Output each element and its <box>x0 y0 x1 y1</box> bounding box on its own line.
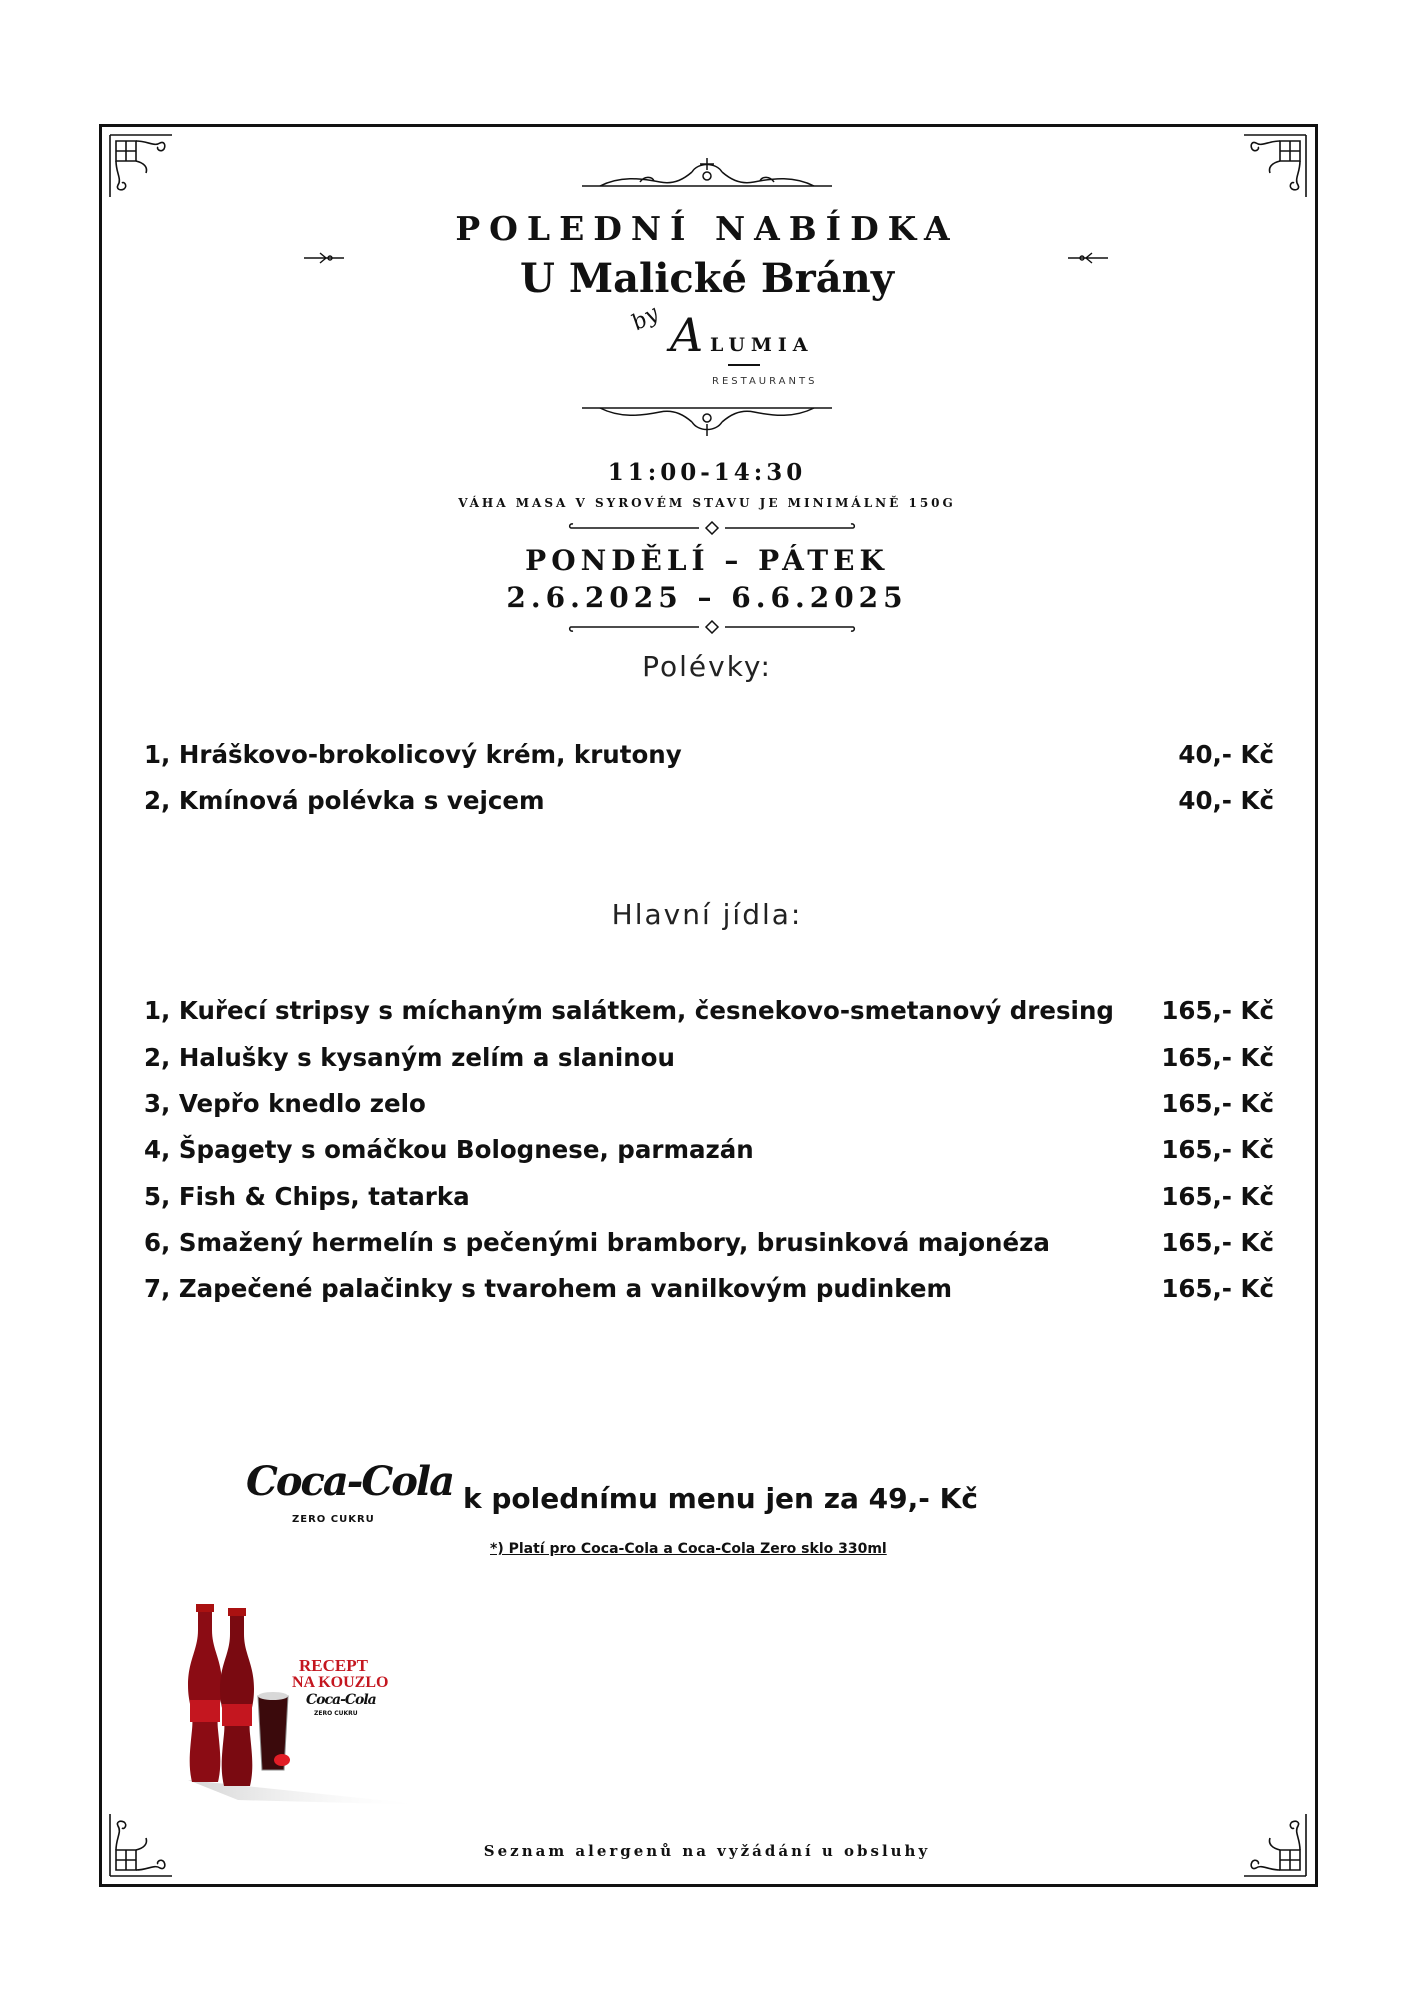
menu-title: POLEDNÍ NABÍDKA <box>455 209 959 248</box>
menu-item <box>144 1043 1274 1079</box>
item-price: 165,- Kč <box>1161 1043 1274 1072</box>
days-range: PONDĚLÍ – PÁTEK <box>525 544 889 577</box>
item-price: 165,- Kč <box>1161 1274 1274 1303</box>
menu-item <box>144 740 1274 776</box>
item-price: 40,- Kč <box>1178 786 1274 815</box>
item-name: 2, Halušky s kysaným zelím a slaninou <box>144 1043 675 1072</box>
recept-sub: ZERO CUKRU <box>314 1710 358 1717</box>
top-flourish-icon <box>580 156 834 192</box>
promo-note: *) Platí pro Coca-Cola a Coca-Cola Zero sklo 330ml <box>490 1541 887 1557</box>
item-price: 165,- Kč <box>1161 1135 1274 1164</box>
coca-cola-wordmark: Coca-Cola <box>246 1458 454 1505</box>
recept-line2: NA KOUZLO <box>292 1674 389 1691</box>
logo-divider <box>728 364 760 366</box>
menu-item <box>144 1274 1274 1310</box>
coca-cola-bottles-image <box>178 1600 438 1810</box>
coca-cola-zero-label: ZERO CUKRU <box>292 1514 375 1525</box>
logo-subtitle: RESTAURANTS <box>712 376 818 387</box>
bottom-flourish-icon <box>580 402 834 438</box>
alumia-logo <box>627 301 848 387</box>
item-price: 165,- Kč <box>1161 996 1274 1025</box>
item-name: 7, Zapečené palačinky s tvarohem a vanilkovým pudinkem <box>144 1274 952 1303</box>
meat-weight-note: VÁHA MASA V SYROVÉM STAVU JE MINIMÁLNĚ 150G <box>458 496 956 510</box>
item-name: 1, Kuřecí stripsy s míchaným salátkem, česnekovo-smetanový dresing <box>144 996 1114 1025</box>
item-price: 165,- Kč <box>1161 1228 1274 1257</box>
item-name: 4, Špagety s omáčkou Bolognese, parmazán <box>144 1135 754 1164</box>
dates-range: 2.6.2025 – 6.6.2025 <box>506 581 908 614</box>
promo-text: k polednímu menu jen za 49,- Kč <box>463 1482 978 1515</box>
item-name: 1, Hráškovo-brokolicový krém, krutony <box>144 740 682 769</box>
allergens-note: Seznam alergenů na vyžádání u obsluhy <box>483 1842 931 1860</box>
logo-by: by <box>627 301 663 336</box>
menu-item <box>144 996 1274 1032</box>
item-price: 165,- Kč <box>1161 1182 1274 1211</box>
menu-item <box>144 1228 1274 1264</box>
item-name: 3, Vepřo knedlo zelo <box>144 1089 426 1118</box>
corner-ornament-icon <box>108 133 174 199</box>
opening-hours: 11:00-14:30 <box>607 459 807 486</box>
corner-ornament-icon <box>1242 133 1308 199</box>
coca-cola-logo <box>246 1458 454 1538</box>
item-name: 6, Smažený hermelín s pečenými brambory, brusinková majonéza <box>144 1228 1050 1257</box>
item-name: 5, Fish & Chips, tatarka <box>144 1182 470 1211</box>
divider-icon <box>567 521 857 535</box>
item-price: 165,- Kč <box>1161 1089 1274 1118</box>
item-name: 2, Kmínová polévka s vejcem <box>144 786 545 815</box>
logo-initial: A <box>670 308 704 362</box>
section-heading-mains: Hlavní jídla: <box>611 898 803 931</box>
menu-item <box>144 786 1274 822</box>
menu-item <box>144 1089 1274 1125</box>
recept-logo: Coca-Cola <box>306 1692 376 1708</box>
section-heading-soups: Polévky: <box>642 650 772 683</box>
logo-name: LUMIA <box>710 334 814 356</box>
restaurant-name: U Malické Brány <box>520 255 894 302</box>
item-price: 40,- Kč <box>1178 740 1274 769</box>
menu-item <box>144 1182 1274 1218</box>
divider-icon <box>567 620 857 634</box>
recept-line1: RECEPT <box>299 1656 368 1675</box>
menu-item <box>144 1135 1274 1171</box>
